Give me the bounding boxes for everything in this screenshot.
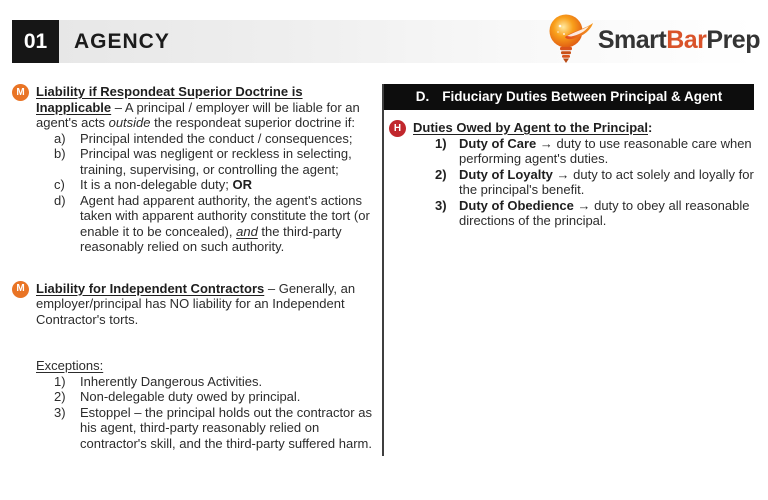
- page-title-text: AGENCY: [74, 29, 170, 53]
- numbered-list: [54, 374, 376, 452]
- duty-term: Duty of Care: [459, 135, 537, 151]
- lightbulb-icon: [545, 11, 595, 71]
- rule-intro: – Generally, an employer/principal has NO liability for an Independent Contractor's torts.: [36, 280, 356, 327]
- list-marker: a): [54, 130, 66, 146]
- list-marker: 1): [54, 373, 66, 389]
- right-column: [382, 84, 754, 456]
- logo-part-smart: Smart: [597, 26, 667, 54]
- list-marker: d): [54, 192, 66, 208]
- list-item-text: Agent had apparent authority, the agent's actions taken with apparent authority constitute the tort (or enable it to be concealed), and the third-party reasonably relied on such authority.: [80, 192, 370, 254]
- list-item-text: Inherently Dangerous Activities.: [80, 373, 263, 389]
- duty-term: Duty of Loyalty: [459, 166, 553, 182]
- list-item: [435, 136, 754, 167]
- rule-intro-pre: – A principal / employer will be liable for an agent's acts: [36, 99, 360, 130]
- list-item-text: Non-delegable duty owed by principal.: [80, 389, 301, 404]
- logo-part-prep: Prep: [706, 26, 760, 54]
- duty-term: Duty of Obedience: [459, 197, 574, 213]
- and-emphasis: and: [236, 223, 258, 239]
- section-heading-text: Fiduciary Duties Between Principal & Agent: [442, 89, 723, 105]
- arrow-icon: →: [577, 197, 591, 213]
- list-item: [54, 146, 376, 177]
- logo-wordmark: [597, 26, 760, 54]
- logo-part-bar: Bar: [666, 26, 707, 54]
- section-heading-bar: [384, 84, 754, 110]
- left-column: [0, 84, 382, 456]
- content-columns: [0, 84, 768, 456]
- rule-title: Duties Owed by Agent to the Principal: [413, 120, 648, 135]
- exceptions-label: Exceptions:: [36, 358, 104, 373]
- list-item: [435, 167, 754, 198]
- list-item: [54, 177, 376, 193]
- list-marker: 1): [435, 135, 447, 151]
- section-letter: D.: [415, 89, 430, 105]
- section-number-box: 01: [12, 20, 59, 63]
- list-marker: 2): [54, 389, 66, 404]
- list-item: [54, 193, 376, 255]
- list-item-text: Duty of Loyalty → duty to act solely and loyally for the principal's benefit.: [459, 166, 754, 197]
- list-item: [54, 405, 376, 452]
- rule-title: Liability if Respondeat Superior Doctrine is Inapplicable: [36, 84, 303, 115]
- list-item-text: Duty of Care → duty to use reasonable care when performing agent's duties.: [459, 135, 752, 166]
- smartbarprep-logo: [545, 11, 760, 71]
- rule-entry-duties-owed-by-agent: [384, 120, 754, 229]
- list-marker: 3): [435, 197, 447, 213]
- frequency-badge-m-icon: M: [12, 281, 29, 298]
- rule-intro-post: the respondeat superior doctrine if:: [150, 115, 356, 130]
- arrow-icon: →: [556, 166, 570, 182]
- list-item-text: It is a non-delegable duty; OR: [80, 177, 252, 192]
- list-marker: b): [54, 146, 66, 161]
- list-item-text: Principal intended the conduct / consequences;: [80, 130, 353, 146]
- list-item: [435, 198, 754, 229]
- rule-intro-italic: outside: [108, 115, 151, 130]
- exceptions-block: [36, 358, 376, 451]
- list-item-text: Estoppel – the principal holds out the contractor as his agent, third-party reasonably relied on contractor's skill, and the third-party suffered harm.: [80, 404, 372, 451]
- list-item-text: Duty of Obedience → duty to obey all reasonable directions of the principal.: [459, 197, 750, 228]
- list-item: [54, 131, 376, 147]
- or-emphasis: OR: [232, 177, 252, 192]
- arrow-icon: →: [539, 135, 553, 151]
- frequency-badge-h-icon: H: [389, 120, 406, 137]
- rule-title: Liability for Independent Contractors: [36, 280, 265, 296]
- lettered-list: [54, 131, 376, 255]
- page-header: [0, 20, 768, 63]
- rule-entry-independent-contractors: [12, 281, 376, 452]
- list-marker: c): [54, 177, 65, 192]
- frequency-badge-m-icon: M: [12, 84, 29, 101]
- list-marker: 3): [54, 404, 66, 420]
- list-item-text: Principal was negligent or reckless in selecting, training, supervising, or controlling the agent;: [80, 146, 352, 177]
- numbered-list: [435, 136, 754, 229]
- list-item: [54, 374, 376, 390]
- list-marker: 2): [435, 166, 447, 182]
- rule-entry-respondeat-superior-inapplicable: [12, 84, 376, 255]
- rule-title-colon: :: [648, 120, 653, 135]
- list-item: [54, 389, 376, 405]
